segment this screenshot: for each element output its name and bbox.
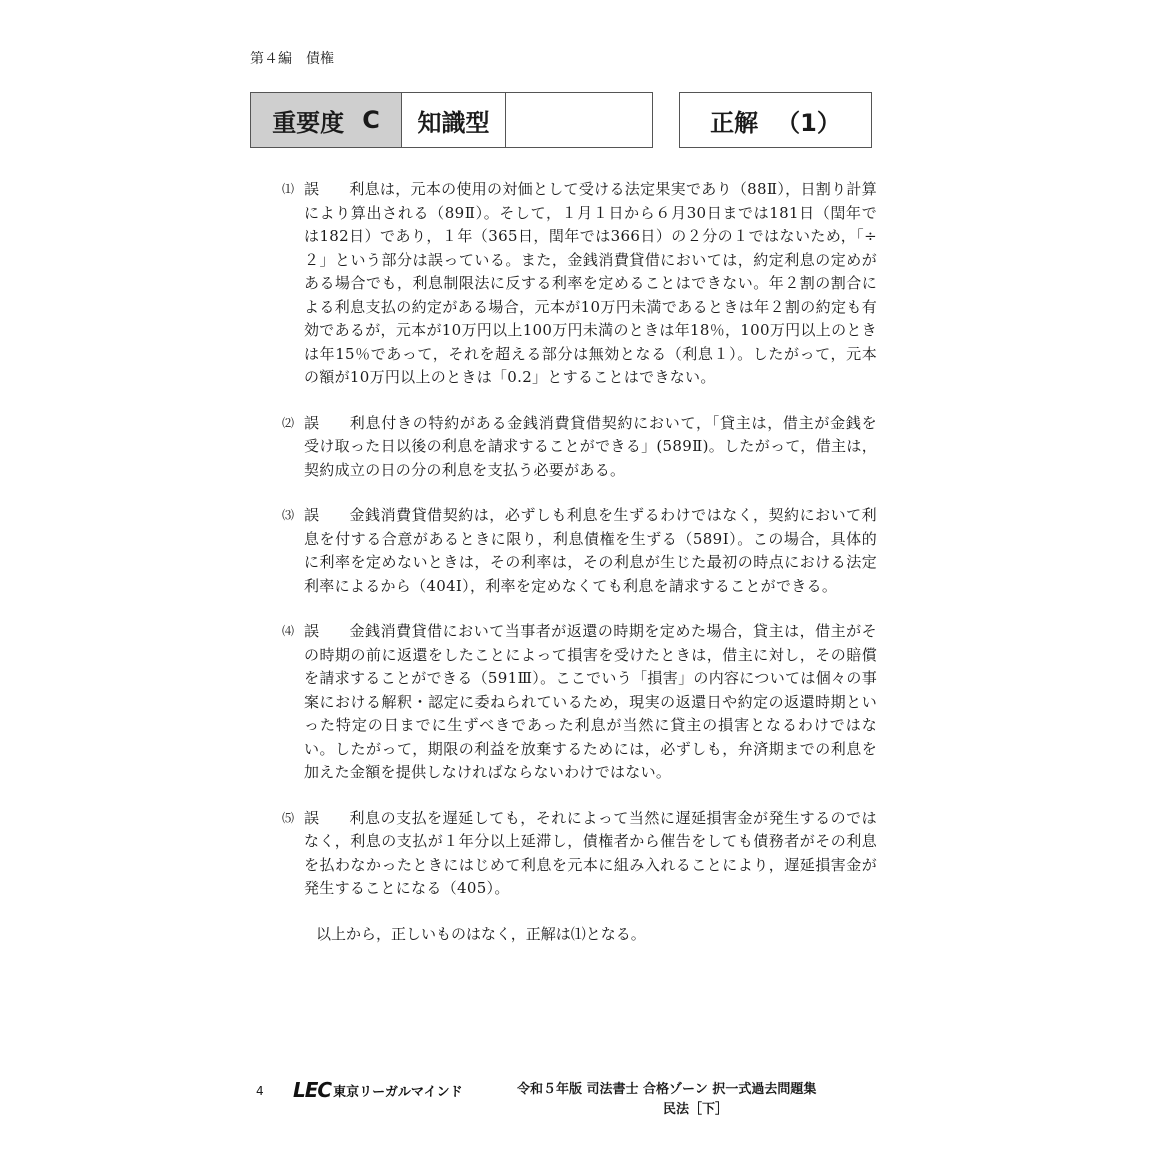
importance-value: C (362, 106, 380, 134)
answer-label: 正解 (710, 108, 759, 137)
item-number: ⑸ (282, 810, 295, 825)
item-body (304, 807, 877, 901)
item-text: 利息は，元本の使用の対価として受ける法定果実であり（88Ⅱ），日割り計算により算出される（89Ⅱ）。そして，１月１日から６月30日までは181日（閏年では182日）であり，１年（365日，閏年では366日）の２分の１ではないため，「÷２」という部分は誤っている。また，金銭消費貸借においては，約定利息の定めがある場合でも，利息制限法に反する利率を定めることはできない。年２割の割合による利息支払の約定がある場合，元本が10万円未満であるときは年２割の約定も有効であるが，元本が10万円以上100万円未満のときは年18％，100万円以上のときは年15％であって，それを超える部分は無効となる（利息１）。したがって，元本の額が10万円以上のときは「0.2」とすることはできない。 (304, 180, 877, 386)
explanation-item-5 (282, 807, 877, 901)
page-footer (0, 1074, 1150, 1124)
conclusion: 以上から，正しいものはなく，正解は⑴となる。 (316, 924, 646, 943)
explanation-content (282, 178, 877, 946)
item-verdict: 誤 (304, 808, 320, 827)
lec-logo-mark: LEC (293, 1078, 332, 1102)
item-number: ⑶ (282, 508, 295, 522)
item-verdict: 誤 (304, 413, 320, 432)
chapter-header: 第４編 債権 (250, 51, 334, 67)
item-text: 利息付きの特約がある金銭消費貸借契約において，「貸主は，借主が金銭を受け取った日以後の利息を請求することができる」(589Ⅱ)。したがって，借主は，契約成立の日の分の利息を支払う必要がある。 (304, 413, 877, 479)
item-number: ⑴ (282, 182, 295, 196)
item-verdict: 誤 (304, 622, 320, 640)
explanation-item-2 (282, 412, 877, 483)
lec-logo-text: 東京リーガルマインド (333, 1084, 463, 1100)
explanation-item-1 (282, 178, 877, 390)
item-number: ⑷ (282, 624, 295, 638)
item-body (304, 504, 877, 598)
lec-logo (293, 1078, 463, 1102)
item-body (304, 178, 877, 390)
page-number: 4 (256, 1084, 264, 1098)
item-text: 金銭消費貸借において当事者が返還の時期を定めた場合，貸主は，借主がその時期の前に返還をしたことによって損害を受けたときは，借主に対し，その賠償を請求することができる（591Ⅲ）。ここでいう「損害」の内容については個々の事案における解釈・認定に委ねられているため，現実の返還日や約定の返還時期といった特定の日までに生ずべきであった利息が当然に貸主の損害となるわけではない。したがって，期限の利益を放棄するためには，必ずしも，弁済期までの利息を加えた金額を提供しなければならないわけではない。 (304, 622, 877, 781)
importance-cell (251, 93, 402, 147)
item-number: ⑵ (282, 415, 295, 430)
item-verdict: 誤 (304, 506, 320, 524)
book-subtitle: 民法［下］ (663, 1102, 729, 1117)
book-title: 令和５年版 司法書士 合格ゾーン 択一式過去問題集 (517, 1082, 817, 1097)
empty-cell (506, 93, 652, 147)
answer-box (679, 92, 872, 148)
question-type-cell: 知識型 (402, 93, 506, 147)
question-info-box (250, 92, 653, 148)
importance-label: 重要度 (272, 108, 345, 137)
item-text: 利息の支払を遅延しても，それによって当然に遅延損害金が発生するのではなく，利息の支払が１年分以上延滞し，債権者から催告をしても債務者がその利息を払わなかったときにはじめて利息を元本に組み入れることにより，遅延損害金が発生することになる（405）。 (304, 808, 877, 897)
explanation-item-4 (282, 620, 877, 785)
item-body (304, 620, 877, 785)
explanation-item-3 (282, 504, 877, 598)
item-verdict: 誤 (304, 180, 320, 198)
item-text: 金銭消費貸借契約は，必ずしも利息を生ずるわけではなく，契約において利息を付する合意があるときに限り，利息債権を生ずる（589Ⅰ）。この場合，具体的に利率を定めないときは，その利率は，その利息が生じた最初の時点における法定利率によるから（404Ⅰ），利率を定めなくても利息を請求することができる。 (304, 506, 877, 595)
answer-value: （1） (776, 108, 841, 137)
item-body (304, 412, 877, 483)
